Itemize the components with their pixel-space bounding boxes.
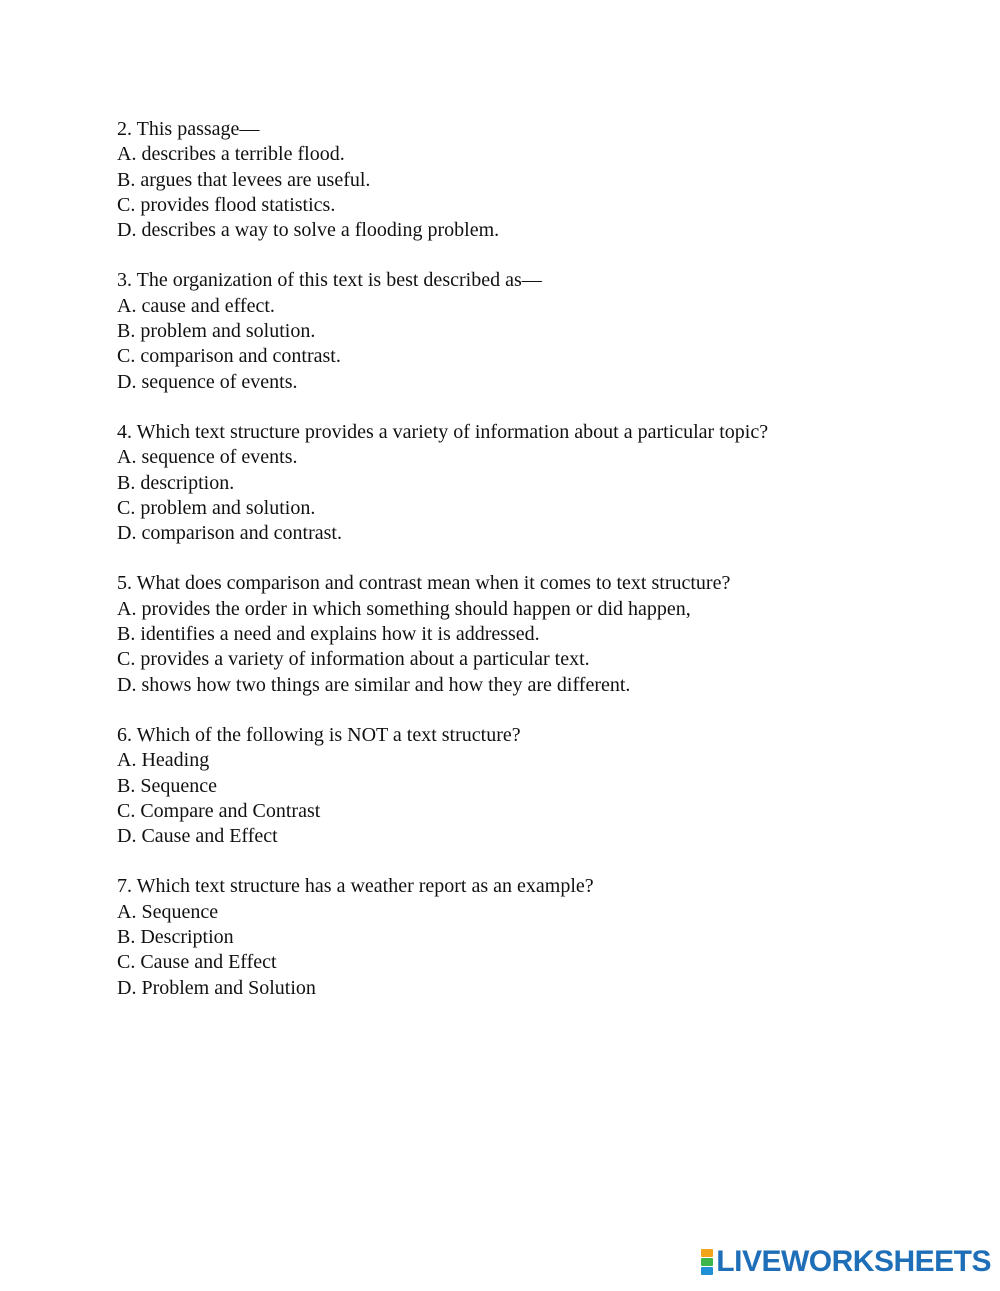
question-3-option-b: B. problem and solution. bbox=[117, 320, 316, 343]
question-6-option-a: A. Heading bbox=[117, 749, 210, 772]
question-6-option-b: B. Sequence bbox=[117, 774, 217, 797]
logo-block-blue bbox=[701, 1267, 713, 1275]
liveworksheets-logo bbox=[701, 1247, 991, 1277]
question-2-option-c: C. provides flood statistics. bbox=[117, 193, 336, 216]
question-6 bbox=[117, 723, 957, 849]
question-2-option-b: B. argues that levees are useful. bbox=[117, 168, 371, 191]
question-3-option-d: D. sequence of events. bbox=[117, 370, 298, 393]
question-5-option-d: D. shows how two things are similar and how they are different. bbox=[117, 673, 631, 696]
question-5-option-a: A. provides the order in which something should happen or did happen, bbox=[117, 597, 691, 620]
question-5 bbox=[117, 571, 957, 697]
question-2-option-a: A. describes a terrible flood. bbox=[117, 143, 345, 166]
question-4-option-a: A. sequence of events. bbox=[117, 446, 298, 469]
question-7-option-b: B. Description bbox=[117, 926, 234, 949]
question-7-option-a: A. Sequence bbox=[117, 900, 219, 923]
question-4-prompt: 4. Which text structure provides a variety of information about a particular topic? bbox=[117, 420, 769, 443]
question-3-option-a: A. cause and effect. bbox=[117, 294, 275, 317]
question-7 bbox=[117, 874, 957, 1000]
logo-block-green bbox=[701, 1258, 713, 1266]
question-7-option-c: C. Cause and Effect bbox=[117, 951, 277, 974]
question-4-option-b: B. description. bbox=[117, 471, 235, 494]
question-7-prompt: 7. Which text structure has a weather report as an example? bbox=[117, 875, 594, 898]
question-6-prompt: 6. Which of the following is NOT a text structure? bbox=[117, 723, 521, 746]
question-5-prompt: 5. What does comparison and contrast mean when it comes to text structure? bbox=[117, 572, 731, 595]
liveworksheets-blocks-icon bbox=[701, 1249, 713, 1275]
question-4 bbox=[117, 420, 957, 546]
question-4-option-c: C. problem and solution. bbox=[117, 496, 316, 519]
question-6-option-d: D. Cause and Effect bbox=[117, 825, 278, 848]
question-2 bbox=[117, 117, 957, 243]
question-2-prompt: 2. This passage— bbox=[117, 118, 260, 140]
question-6-option-c: C. Compare and Contrast bbox=[117, 799, 321, 822]
question-5-option-c: C. provides a variety of information about a particular text. bbox=[117, 648, 590, 671]
liveworksheets-wordmark: LIVEWORKSHEETS bbox=[716, 1245, 991, 1278]
worksheet bbox=[117, 117, 957, 1026]
question-3 bbox=[117, 268, 957, 394]
question-5-option-b: B. identifies a need and explains how it is addressed. bbox=[117, 623, 540, 646]
question-3-option-c: C. comparison and contrast. bbox=[117, 345, 341, 368]
question-4-option-d: D. comparison and contrast. bbox=[117, 522, 342, 545]
question-3-prompt: 3. The organization of this text is best described as— bbox=[117, 269, 542, 292]
question-7-option-d: D. Problem and Solution bbox=[117, 976, 316, 999]
logo-block-orange bbox=[701, 1249, 713, 1257]
question-2-option-d: D. describes a way to solve a flooding problem. bbox=[117, 219, 500, 242]
